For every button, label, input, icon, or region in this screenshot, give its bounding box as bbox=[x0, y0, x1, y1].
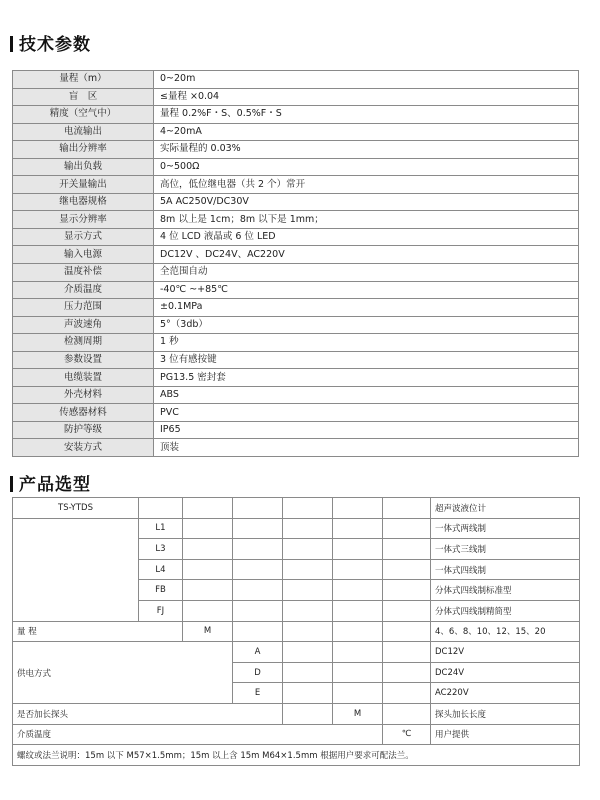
type-code: L3 bbox=[139, 539, 183, 560]
model-row-range bbox=[13, 621, 580, 642]
spec-value: 3 位有感按键 bbox=[154, 351, 579, 369]
spec-label: 介质温度 bbox=[13, 281, 154, 299]
range-desc: 4、6、8、10、12、15、20 bbox=[431, 621, 580, 642]
spec-label: 防护等级 bbox=[13, 421, 154, 439]
spec-row bbox=[13, 386, 579, 404]
spec-value: 顶装 bbox=[154, 439, 579, 457]
temp-code: ℃ bbox=[383, 724, 431, 745]
spec-row bbox=[13, 71, 579, 89]
spec-row bbox=[13, 351, 579, 369]
model-row-note bbox=[13, 745, 580, 766]
spec-label: 开关量输出 bbox=[13, 176, 154, 194]
spec-value: DC12V 、DC24V、AC220V bbox=[154, 246, 579, 264]
type-desc: 一体式两线制 bbox=[431, 518, 580, 539]
spec-label: 声波速角 bbox=[13, 316, 154, 334]
spec-row bbox=[13, 264, 579, 282]
spec-value: 4~20mA bbox=[154, 123, 579, 141]
model-base-desc: 超声波液位计 bbox=[431, 498, 580, 519]
model-section-title: 产品选型 bbox=[19, 475, 91, 495]
spec-row bbox=[13, 228, 579, 246]
probe-label: 是否加长探头 bbox=[13, 703, 283, 724]
spec-value: 高位，低位继电器（共 2 个）常开 bbox=[154, 176, 579, 194]
spec-label: 盲 区 bbox=[13, 88, 154, 106]
spec-section-heading bbox=[10, 30, 91, 55]
model-base-code: TS-YTDS bbox=[13, 498, 139, 519]
spec-value: 1 秒 bbox=[154, 334, 579, 352]
temp-label: 介质温度 bbox=[13, 724, 383, 745]
spec-label: 显示分辨率 bbox=[13, 211, 154, 229]
spec-value: 量程 0.2%F・S、0.5%F・S bbox=[154, 106, 579, 124]
spec-value: 4 位 LCD 液晶或 6 位 LED bbox=[154, 228, 579, 246]
spec-row bbox=[13, 334, 579, 352]
spec-value: 实际量程的 0.03% bbox=[154, 141, 579, 159]
model-row-power bbox=[13, 642, 580, 663]
spec-value: ±0.1MPa bbox=[154, 299, 579, 317]
power-code: D bbox=[233, 662, 283, 683]
spec-row bbox=[13, 141, 579, 159]
spec-row bbox=[13, 246, 579, 264]
spec-value: 5A AC250V/DC30V bbox=[154, 193, 579, 211]
spec-value: PG13.5 密封套 bbox=[154, 369, 579, 387]
type-code: L1 bbox=[139, 518, 183, 539]
spec-row bbox=[13, 176, 579, 194]
spec-label: 检测周期 bbox=[13, 334, 154, 352]
spec-row bbox=[13, 439, 579, 457]
range-label: 量 程 bbox=[13, 621, 183, 642]
heading-bar bbox=[10, 36, 13, 52]
spec-label: 电流输出 bbox=[13, 123, 154, 141]
spec-row bbox=[13, 211, 579, 229]
power-code: E bbox=[233, 683, 283, 704]
spec-row bbox=[13, 299, 579, 317]
spec-row bbox=[13, 369, 579, 387]
power-desc: DC24V bbox=[431, 662, 580, 683]
spec-label: 电缆装置 bbox=[13, 369, 154, 387]
spec-label: 输出分辨率 bbox=[13, 141, 154, 159]
spec-value: -40℃ ~+85℃ bbox=[154, 281, 579, 299]
spec-value: 5°（3db） bbox=[154, 316, 579, 334]
spec-row bbox=[13, 123, 579, 141]
type-code: FJ bbox=[139, 600, 183, 621]
spec-label: 量程（m） bbox=[13, 71, 154, 89]
spec-value: ≤量程 ×0.04 bbox=[154, 88, 579, 106]
thread-flange-note: 螺纹或法兰说明：15m 以下 M57×1.5mm；15m 以上含 15m M64×1.5mm 根据用户要求可配法兰。 bbox=[13, 745, 580, 766]
power-desc: AC220V bbox=[431, 683, 580, 704]
model-row-probe bbox=[13, 703, 580, 724]
spec-row bbox=[13, 193, 579, 211]
spec-label: 精度（空气中） bbox=[13, 106, 154, 124]
spec-value: 0~20m bbox=[154, 71, 579, 89]
spec-label: 继电器规格 bbox=[13, 193, 154, 211]
spec-label: 外壳材料 bbox=[13, 386, 154, 404]
power-code: A bbox=[233, 642, 283, 663]
spec-label: 压力范围 bbox=[13, 299, 154, 317]
spec-section-title: 技术参数 bbox=[19, 35, 91, 55]
spec-label: 传感器材料 bbox=[13, 404, 154, 422]
heading-bar bbox=[10, 476, 13, 492]
probe-desc: 探头加长长度 bbox=[431, 703, 580, 724]
temp-desc: 用户提供 bbox=[431, 724, 580, 745]
type-desc: 一体式三线制 bbox=[431, 539, 580, 560]
spec-row bbox=[13, 88, 579, 106]
type-desc: 分体式四线制标准型 bbox=[431, 580, 580, 601]
spec-label: 显示方式 bbox=[13, 228, 154, 246]
spec-value: IP65 bbox=[154, 421, 579, 439]
spec-label: 参数设置 bbox=[13, 351, 154, 369]
spec-row bbox=[13, 158, 579, 176]
spec-row bbox=[13, 281, 579, 299]
spec-value: ABS bbox=[154, 386, 579, 404]
type-code: FB bbox=[139, 580, 183, 601]
spec-value: 8m 以上是 1cm；8m 以下是 1mm； bbox=[154, 211, 579, 229]
type-desc: 一体式四线制 bbox=[431, 559, 580, 580]
spec-value: PVC bbox=[154, 404, 579, 422]
model-section-heading bbox=[10, 470, 91, 495]
spec-value: 0~500Ω bbox=[154, 158, 579, 176]
range-code: M bbox=[183, 621, 233, 642]
spec-label: 安装方式 bbox=[13, 439, 154, 457]
spec-row bbox=[13, 106, 579, 124]
model-row-temp bbox=[13, 724, 580, 745]
model-row-type bbox=[13, 518, 580, 539]
model-table bbox=[12, 497, 580, 766]
spec-table bbox=[12, 70, 579, 457]
spec-label: 温度补偿 bbox=[13, 264, 154, 282]
spec-row bbox=[13, 316, 579, 334]
spec-row bbox=[13, 404, 579, 422]
spec-value: 全范围自动 bbox=[154, 264, 579, 282]
type-desc: 分体式四线制精简型 bbox=[431, 600, 580, 621]
spec-row bbox=[13, 421, 579, 439]
spec-label: 输入电源 bbox=[13, 246, 154, 264]
spec-label: 输出负载 bbox=[13, 158, 154, 176]
power-desc: DC12V bbox=[431, 642, 580, 663]
type-code: L4 bbox=[139, 559, 183, 580]
model-row-base bbox=[13, 498, 580, 519]
power-label: 供电方式 bbox=[13, 642, 233, 704]
probe-code: M bbox=[333, 703, 383, 724]
